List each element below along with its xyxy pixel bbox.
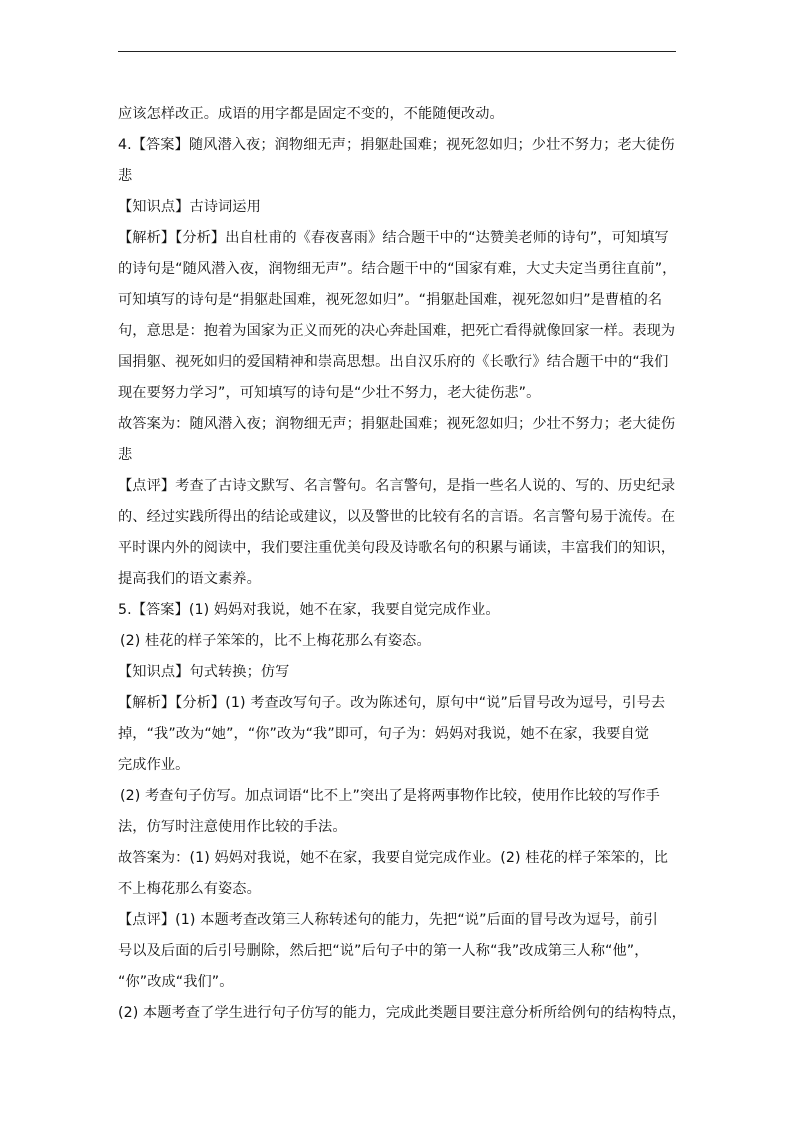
text-line: 【点评】考查了古诗文默写、名言警句。名言警句，是指一些名人说的、写的、历史纪录 <box>118 478 676 494</box>
text-line: 5.【答案】(1) 妈妈对我说，她不在家，我要自觉完成作业。 <box>118 602 500 618</box>
text-line: 悲 <box>118 447 133 463</box>
text-line: 【点评】(1) 本题考查改第三人称转述句的能力，先把“说”后面的冒号改为逗号，前引 <box>118 912 658 928</box>
text-line: “你”改成“我们”。 <box>118 974 234 990</box>
text-line: 故答案为：(1) 妈妈对我说，她不在家，我要自觉完成作业。(2) 桂花的样子笨笨的，比 <box>118 850 669 866</box>
text-line: 现在要努力学习”，可知填写的诗句是“少壮不努力，老大徒伤悲”。 <box>118 385 541 401</box>
text-line: 【知识点】古诗词运用 <box>118 199 261 215</box>
text-line: (2) 考查句子仿写。加点词语“比不上”突出了是将两事物作比较，使用作比较的写作手 <box>120 788 660 804</box>
text-line: 4.【答案】随风潜入夜；润物细无声；捐躯赴国难；视死忽如归；少壮不努力；老大徒伤 <box>118 137 675 153</box>
header-divider <box>118 51 676 52</box>
text-line: 可知填写的诗句是“捐躯赴国难，视死忽如归”。“捐躯赴国难，视死忽如归”是曹植的名 <box>118 292 663 308</box>
text-line: (2) 桂花的样子笨笨的，比不上梅花那么有姿态。 <box>120 633 431 649</box>
text-line: (2) 本题考查了学生进行句子仿写的能力，完成此类题目要注意分析所给例句的结构特点， <box>118 1005 686 1021</box>
text-line: 提高我们的语文素养。 <box>118 571 261 587</box>
text-line: 的、经过实践所得出的结论或建议，以及警世的比较有名的言语。名言警句易于流传。在 <box>118 509 676 525</box>
text-line: 【知识点】句式转换；仿写 <box>118 664 290 680</box>
text-line: 国捐躯、视死如归的爱国精神和崇高思想。出自汉乐府的《长歌行》结合题干中的“我们 <box>118 354 669 370</box>
text-line: 完成作业。 <box>118 757 190 773</box>
text-line: 号以及后面的后引号删除，然后把“说”后句子中的第一人称“我”改成第三人称“他”， <box>118 943 649 959</box>
answer-explanation-text <box>118 101 684 1031</box>
text-line: 掉，“我”改为“她”，“你”改为“我”即可，句子为：妈妈对我说，她不在家，我要自觉 <box>118 726 650 742</box>
text-line: 法，仿写时注意使用作比较的手法。 <box>118 819 347 835</box>
text-line: 不上梅花那么有姿态。 <box>118 881 261 897</box>
text-line: 应该怎样改正。成语的用字都是固定不变的，不能随便改动。 <box>118 106 504 122</box>
text-line: 的诗句是“随风潜入夜，润物细无声”。结合题干中的“国家有难，大丈夫定当勇往直前”， <box>118 261 677 277</box>
text-line: 【解析】【分析】(1) 考查改写句子。改为陈述句，原句中“说”后冒号改为逗号，引号去 <box>118 695 666 711</box>
text-line: 故答案为：随风潜入夜；润物细无声；捐躯赴国难；视死忽如归；少壮不努力；老大徒伤 <box>118 416 676 432</box>
text-line: 平时课内外的阅读中，我们要注重优美句段及诗歌名句的积累与诵读，丰富我们的知识， <box>118 540 676 556</box>
text-line: 悲 <box>118 168 133 184</box>
text-line: 句，意思是：抱着为国家为正义而死的决心奔赴国难，把死亡看得就像回家一样。表现为 <box>118 323 676 339</box>
text-line: 【解析】【分析】出自杜甫的《春夜喜雨》结合题干中的“达赞美老师的诗句”，可知填写 <box>118 230 669 246</box>
